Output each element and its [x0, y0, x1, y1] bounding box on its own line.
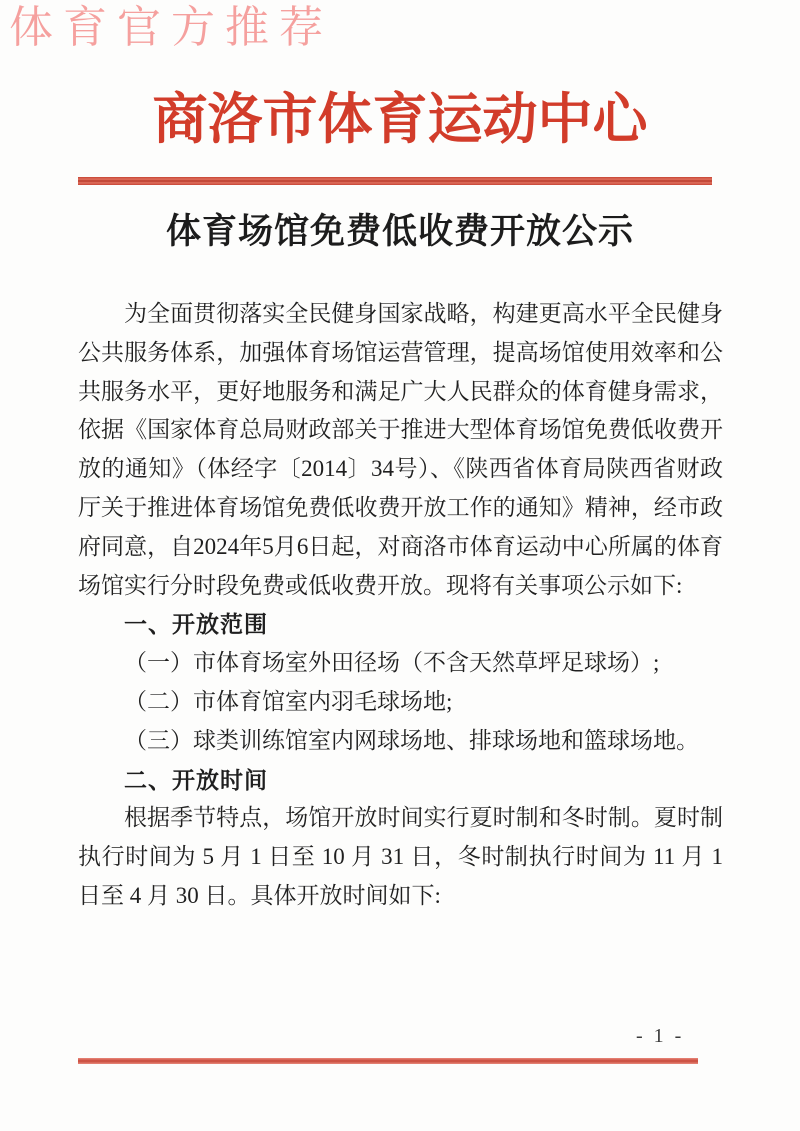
- footer-rule: [78, 1058, 698, 1064]
- text-line: 放的通知》（体经字〔2014〕34号）、《陕西省体育局陕西省财政: [78, 456, 723, 482]
- text-line: 依据《国家体育总局财政部关于推进大型体育场馆免费低收费开: [78, 417, 723, 443]
- text-line: 府同意，自2024年5月6日起，对商洛市体育运动中心所属的体育: [78, 533, 723, 559]
- text-line: 执行时间为 5 月 1 日至 10 月 31 日，冬时制执行时间为 11 月 1: [78, 844, 723, 870]
- page-number: - 1 -: [636, 1025, 685, 1047]
- text-line: （一）市体育场室外田径场（不含天然草坪足球场）;: [124, 650, 660, 676]
- section-heading: 二、开放时间: [124, 766, 268, 793]
- letterhead-rule: [78, 177, 712, 185]
- text-line: （三）球类训练馆室内网球场地、排球场地和篮球场地。: [124, 727, 699, 753]
- text-line: 场馆实行分时段免费或低收费开放。现将有关事项公示如下:: [78, 572, 683, 598]
- text-line: 厅关于推进体育场馆免费低收费开放工作的通知》精神，经市政: [78, 494, 723, 520]
- text-line: 为全面贯彻落实全民健身国家战略，构建更高水平全民健身: [124, 301, 723, 326]
- letterhead-org-name: 商洛市体育运动中心: [152, 89, 648, 150]
- section-heading: 一、开放范围: [124, 611, 268, 638]
- watermark-text: 体育官方推荐: [9, 3, 333, 52]
- document-body: [78, 295, 723, 916]
- text-line: 根据季节特点，场馆开放时间实行夏时制和冬时制。夏时制: [124, 805, 723, 831]
- text-line: 公共服务体系，加强体育场馆运营管理，提高场馆使用效率和公: [78, 339, 723, 365]
- document-title: 体育场馆免费低收费开放公示: [165, 212, 634, 251]
- text-line: （二）市体育馆室内羽毛球场地;: [124, 688, 453, 714]
- text-line: 日至 4 月 30 日。具体开放时间如下:: [78, 882, 441, 908]
- text-line: 共服务水平，更好地服务和满足广大人民群众的体育健身需求，: [78, 378, 723, 404]
